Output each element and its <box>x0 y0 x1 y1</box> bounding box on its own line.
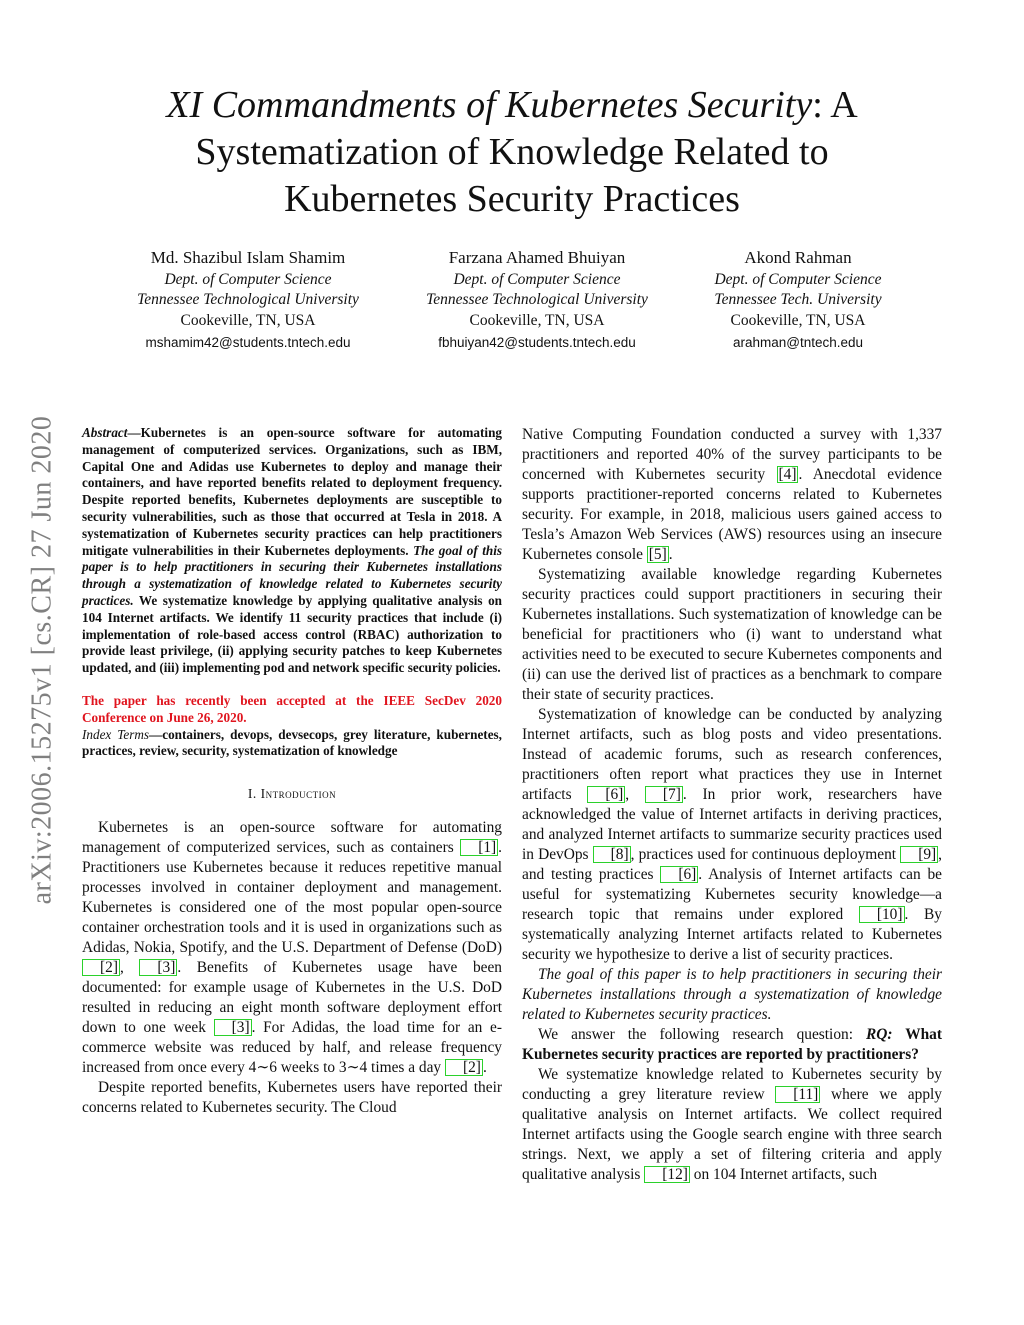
section-title: Introduction <box>260 786 337 802</box>
text-span: . By systematically analyzing Internet artifacts related to Kubernetes security we hypothesize to derive a list of security practices. <box>522 906 942 963</box>
abstract <box>82 425 502 677</box>
text-span: , practices used for continuous deployment <box>630 846 901 863</box>
author-place: Cookeville, TN, USA <box>469 311 605 329</box>
text-span: . For Adidas, the load time for an e-commerce website was reduced by half, and release frequency increased from once every 4∼6 weeks to 3∼4 times a day <box>82 1019 502 1077</box>
citation-link[interactable]: [2] <box>82 959 120 976</box>
acceptance-note: The paper has recently been accepted at the IEEE SecDev 2020 Conference on June 26, 2020. <box>82 692 502 725</box>
citation-link[interactable]: [3] <box>139 959 177 976</box>
author-dept: Dept. of Computer Science <box>714 270 882 288</box>
citation-link[interactable]: [11] <box>775 1086 820 1103</box>
section-number: I. <box>247 786 257 802</box>
text-span: We answer the following research question: <box>538 1026 866 1043</box>
author-block-3 <box>658 248 938 354</box>
title-line2: Systematization of Knowledge Related to <box>195 131 829 173</box>
author-dept: Dept. of Computer Science <box>453 270 621 288</box>
citation-link[interactable]: [12] <box>644 1166 690 1183</box>
title-rest-line1: : A <box>812 84 858 126</box>
text-span: Systematization of knowledge can be conducted by analyzing Internet artifacts, such as blog posts and video presentations. Instead of academic forums, such as research conferences, practitioners often report what practices they use in Internet artifacts <box>522 706 942 803</box>
text-span: , <box>119 959 140 977</box>
abstract-text-1: Kubernetes is an open-source software for automating management of computerized services. Organizations, such as IBM, Capital One and Adidas use Kubernetes to deploy and manage their containers, and have reported benefits related to deployment frequency. Despite reported benefits, Kubernetes deployments are susceptible to security vulnerabilities, such as those that occurred at Tesla in 2018. A systematization of Kubernetes security practices can help practitioners mitigate vulnerabilities in their Kubernetes deployments. <box>82 425 502 558</box>
arxiv-stamp <box>10 360 74 960</box>
author-name: Akond Rahman <box>744 248 852 267</box>
citation-link[interactable]: [10] <box>859 906 905 923</box>
citation-link[interactable]: [4] <box>778 466 797 483</box>
author-block-2 <box>397 248 677 354</box>
author-dept: Dept. of Computer Science <box>164 270 332 288</box>
intro-paragraph-3 <box>522 425 942 565</box>
citation-link[interactable]: [8] <box>593 846 631 863</box>
citation-link[interactable]: [9] <box>900 846 938 863</box>
citation-link[interactable]: [6] <box>587 786 625 803</box>
left-column <box>82 425 502 1118</box>
abstract-goal: The goal of this paper is to help practitioners in securing their Kubernetes installations through a systematization of knowledge related to Kubernetes security practices. <box>82 542 503 608</box>
author-name: Farzana Ahamed Bhuiyan <box>448 248 626 267</box>
text-span: . Benefits of Kubernetes usage have been documented: for example usage of Kubernetes in the U.S. DoD resulted in reducing an eight month software deployment effort down to one week <box>82 959 502 1037</box>
text-span: . In prior work, researchers have acknowledged the value of Internet artifacts in deriving practices, and analyzed Internet artifacts to summarize security practices used in DevOps <box>522 786 942 863</box>
index-terms-label: Index Terms <box>82 726 150 742</box>
abstract-dash: — <box>127 425 141 440</box>
index-terms <box>82 727 502 761</box>
abstract-text-2: We systematize knowledge by applying qualitative analysis on 104 Internet artifacts. We identify 11 security practices that include (i) implementation of role-based access control (RBAC) authorization to provide least privilege, (ii) applying security patches to keep Kubernetes updated, and (iii) implementing pod and network specific security policies. <box>82 592 502 676</box>
author-block-1 <box>108 248 388 354</box>
author-place: Cookeville, TN, USA <box>730 311 866 329</box>
citation-link[interactable]: [7] <box>645 786 683 803</box>
text-span: Kubernetes is an open-source software for automating management of computerized services, such as containers <box>82 819 502 857</box>
right-column <box>522 425 942 1185</box>
author-name: Md. Shazibul Islam Shamim <box>150 248 346 267</box>
intro-paragraph-2: Despite reported benefits, Kubernetes users have reported their concerns related to Kubernetes security. The Cloud <box>82 1079 502 1117</box>
author-email: mshamim42@students.tntech.edu <box>145 335 351 350</box>
citation-link[interactable]: [6] <box>660 866 698 883</box>
rq-label: RQ: <box>866 1026 893 1043</box>
text-span: , and testing practices <box>522 846 943 883</box>
text-span: . Analysis of Internet artifacts can be useful for systematizing Kubernetes security knowledge—a research topic that remains under explored <box>522 866 942 923</box>
intro-paragraph-4: Systematizing available knowledge regarding Kubernetes security practices could support practitioners in securing their Kubernetes installations. Such systematization of knowledge can be beneficial for practitioners who (i) want to understand what activities need to be executed to secure Kubernetes components and (ii) can use the derived list of practices as a benchmark to compare their state of security practices. <box>522 566 942 703</box>
text-span: . <box>482 1059 487 1077</box>
research-question <box>522 1025 942 1065</box>
citation-link[interactable]: [1] <box>460 839 498 856</box>
author-email: fbhuiyan42@students.tntech.edu <box>438 335 636 350</box>
intro-paragraph-6 <box>522 1065 942 1185</box>
text-span: We systematize knowledge related to Kubernetes security by conducting a grey literature review <box>522 1066 942 1103</box>
paper-title <box>100 82 924 223</box>
text-span: . Practitioners use Kubernetes because it reduces repetitive manual processes involved in container deployment and management. Kubernetes is considered one of the most popular open-source container orchestration tools and it is used in organizations such as Adidas, Nokia, Spotify, and the U.S. Department of Defense (DoD) <box>82 839 502 957</box>
title-line3: Kubernetes Security Practices <box>284 178 740 220</box>
abstract-label: Abstract <box>82 425 128 440</box>
text-span: , <box>625 786 645 803</box>
intro-paragraph-1 <box>82 818 502 1078</box>
author-univ: Tennessee Tech. University <box>714 291 882 308</box>
text-span: . Anecdotal evidence supports practitioner-reported concerns related to Kubernetes security. For example, in 2018, malicious users gained access to Tesla’s Amazon Web Services (AWS) resources using an insecure Kubernetes console <box>522 466 942 563</box>
index-terms-text: —containers, devops, devsecops, grey literature, kubernetes, practices, review, security, systematization of knowledge <box>82 726 502 759</box>
author-univ: Tennessee Technological University <box>426 291 648 308</box>
citation-link[interactable]: [2] <box>445 1059 483 1076</box>
author-email: arahman@tntech.edu <box>732 335 864 350</box>
citation-link[interactable]: [3] <box>214 1019 252 1036</box>
author-univ: Tennessee Technological University <box>137 291 359 308</box>
section-heading <box>82 786 502 802</box>
title-italic: XI Commandments of Kubernetes Security <box>166 84 813 126</box>
arxiv-id: arXiv:2006.15275v1 [cs.CR] 27 Jun 2020 <box>26 415 58 905</box>
text-span: . <box>668 546 673 563</box>
author-place: Cookeville, TN, USA <box>180 311 316 329</box>
text-span: Native Computing Foundation conducted a survey with 1,337 practitioners and reported 40% of the survey participants to be concerned with Kubernetes security <box>522 426 942 483</box>
goal-statement: The goal of this paper is to help practitioners in securing their Kubernetes installations through a systematization of knowledge related to Kubernetes security practices. <box>522 966 942 1023</box>
text-span: on 104 Internet artifacts, such <box>689 1166 878 1183</box>
intro-paragraph-5 <box>522 705 942 965</box>
citation-link[interactable]: [5] <box>648 546 667 563</box>
rq-text: What Kubernetes security practices are reported by practitioners? <box>522 1026 942 1063</box>
text-span: where we apply qualitative analysis on Internet artifacts. We collect required Internet artifacts using the Google search engine with three search strings. Next, we apply a set of filtering criteria and apply qualitative analysis <box>522 1086 942 1183</box>
